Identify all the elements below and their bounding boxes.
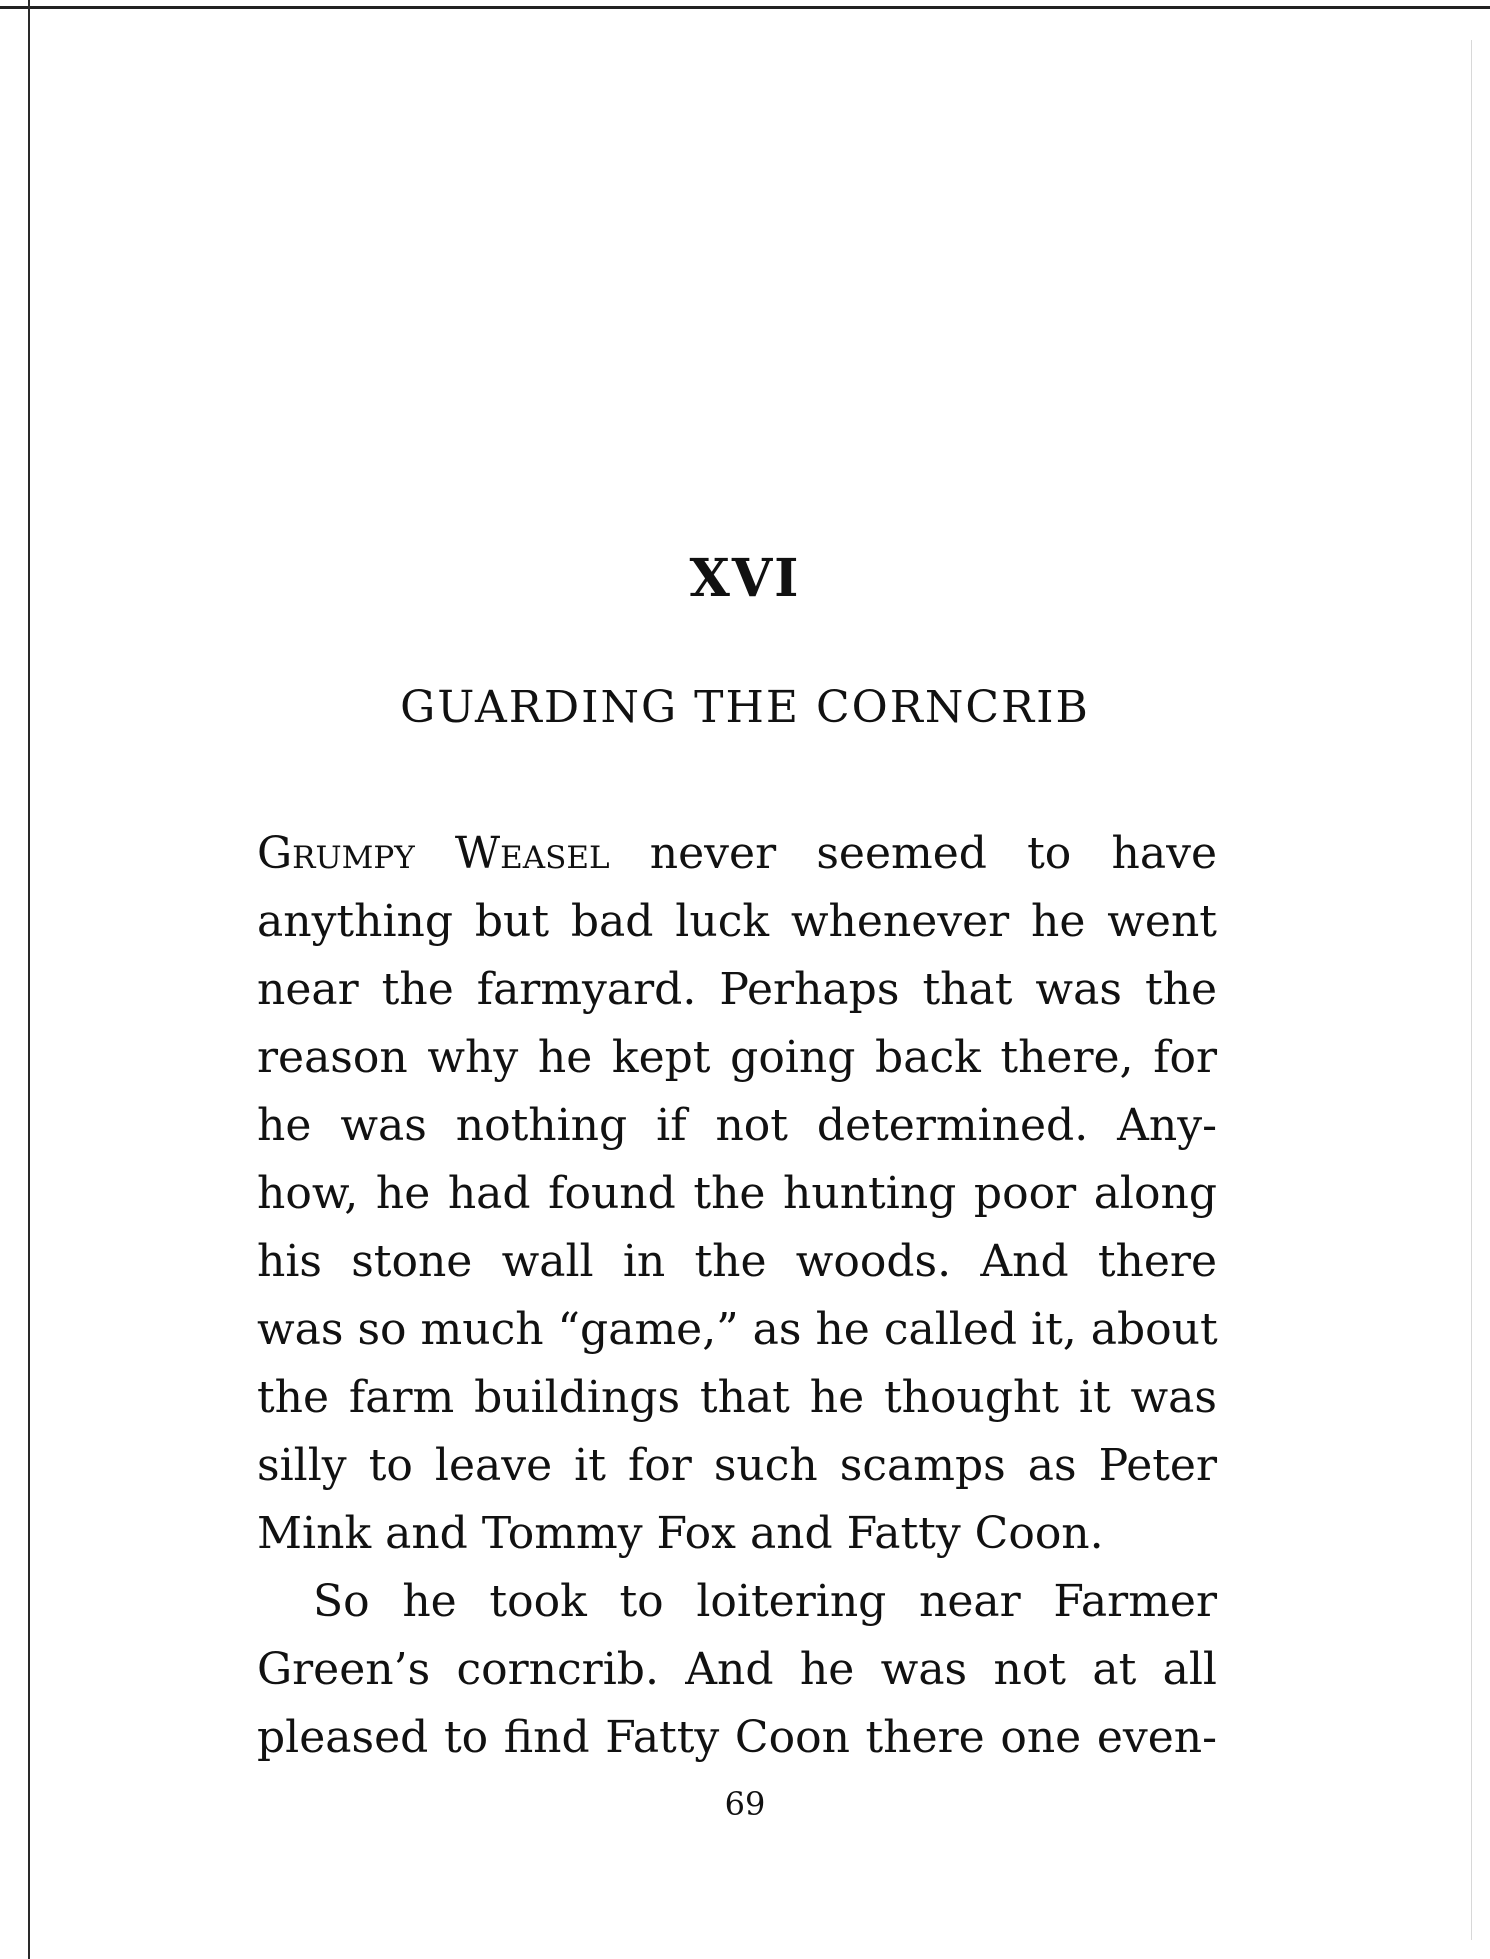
paragraph-2-line-2: Green’s corncrib. And he was not at all <box>257 1644 1217 1695</box>
paragraph-1-line-2: anything but bad luck whenever he went <box>257 896 1217 947</box>
paragraph-1-line-5: he was nothing if not determined. Any- <box>257 1100 1217 1151</box>
paragraph-2-line-3: pleased to find Fatty Coon there one even- <box>257 1712 1217 1763</box>
left-border-rule <box>28 0 30 1959</box>
right-page-edge <box>1471 40 1472 1940</box>
paragraph-1-line-7: his stone wall in the woods. And there <box>257 1236 1217 1287</box>
paragraph-1-line-11: Mink and Tommy Fox and Fatty Coon. <box>257 1508 1104 1559</box>
page-number: 69 <box>724 1785 766 1823</box>
paragraph-1-line-1 <box>257 820 1217 888</box>
chapter-number: XVI <box>689 548 801 609</box>
top-border-rule <box>0 6 1490 9</box>
paragraph-1-line-4: reason why he kept going back there, for <box>257 1032 1217 1083</box>
paragraph-1-line-6: how, he had found the hunting poor along <box>257 1168 1217 1219</box>
character-name-lead: Grumpy Weasel <box>257 828 610 879</box>
paragraph-1-line-8: was so much “game,” as he called it, about <box>257 1304 1218 1355</box>
paragraph-1-line-9: the farm buildings that he thought it was <box>257 1372 1217 1423</box>
body-text <box>257 820 1217 1772</box>
paragraph-1-line-1-text: never seemed to have <box>609 828 1217 879</box>
paragraph-1-line-10: silly to leave it for such scamps as Peter <box>257 1440 1217 1491</box>
paragraph-1 <box>257 820 1217 1568</box>
paragraph-2-line-1: So he took to loitering near Farmer <box>313 1576 1217 1627</box>
paragraph-1-line-3: near the farmyard. Perhaps that was the <box>257 964 1217 1015</box>
chapter-title: GUARDING THE CORNCRIB <box>400 682 1090 733</box>
paragraph-2 <box>257 1568 1217 1772</box>
